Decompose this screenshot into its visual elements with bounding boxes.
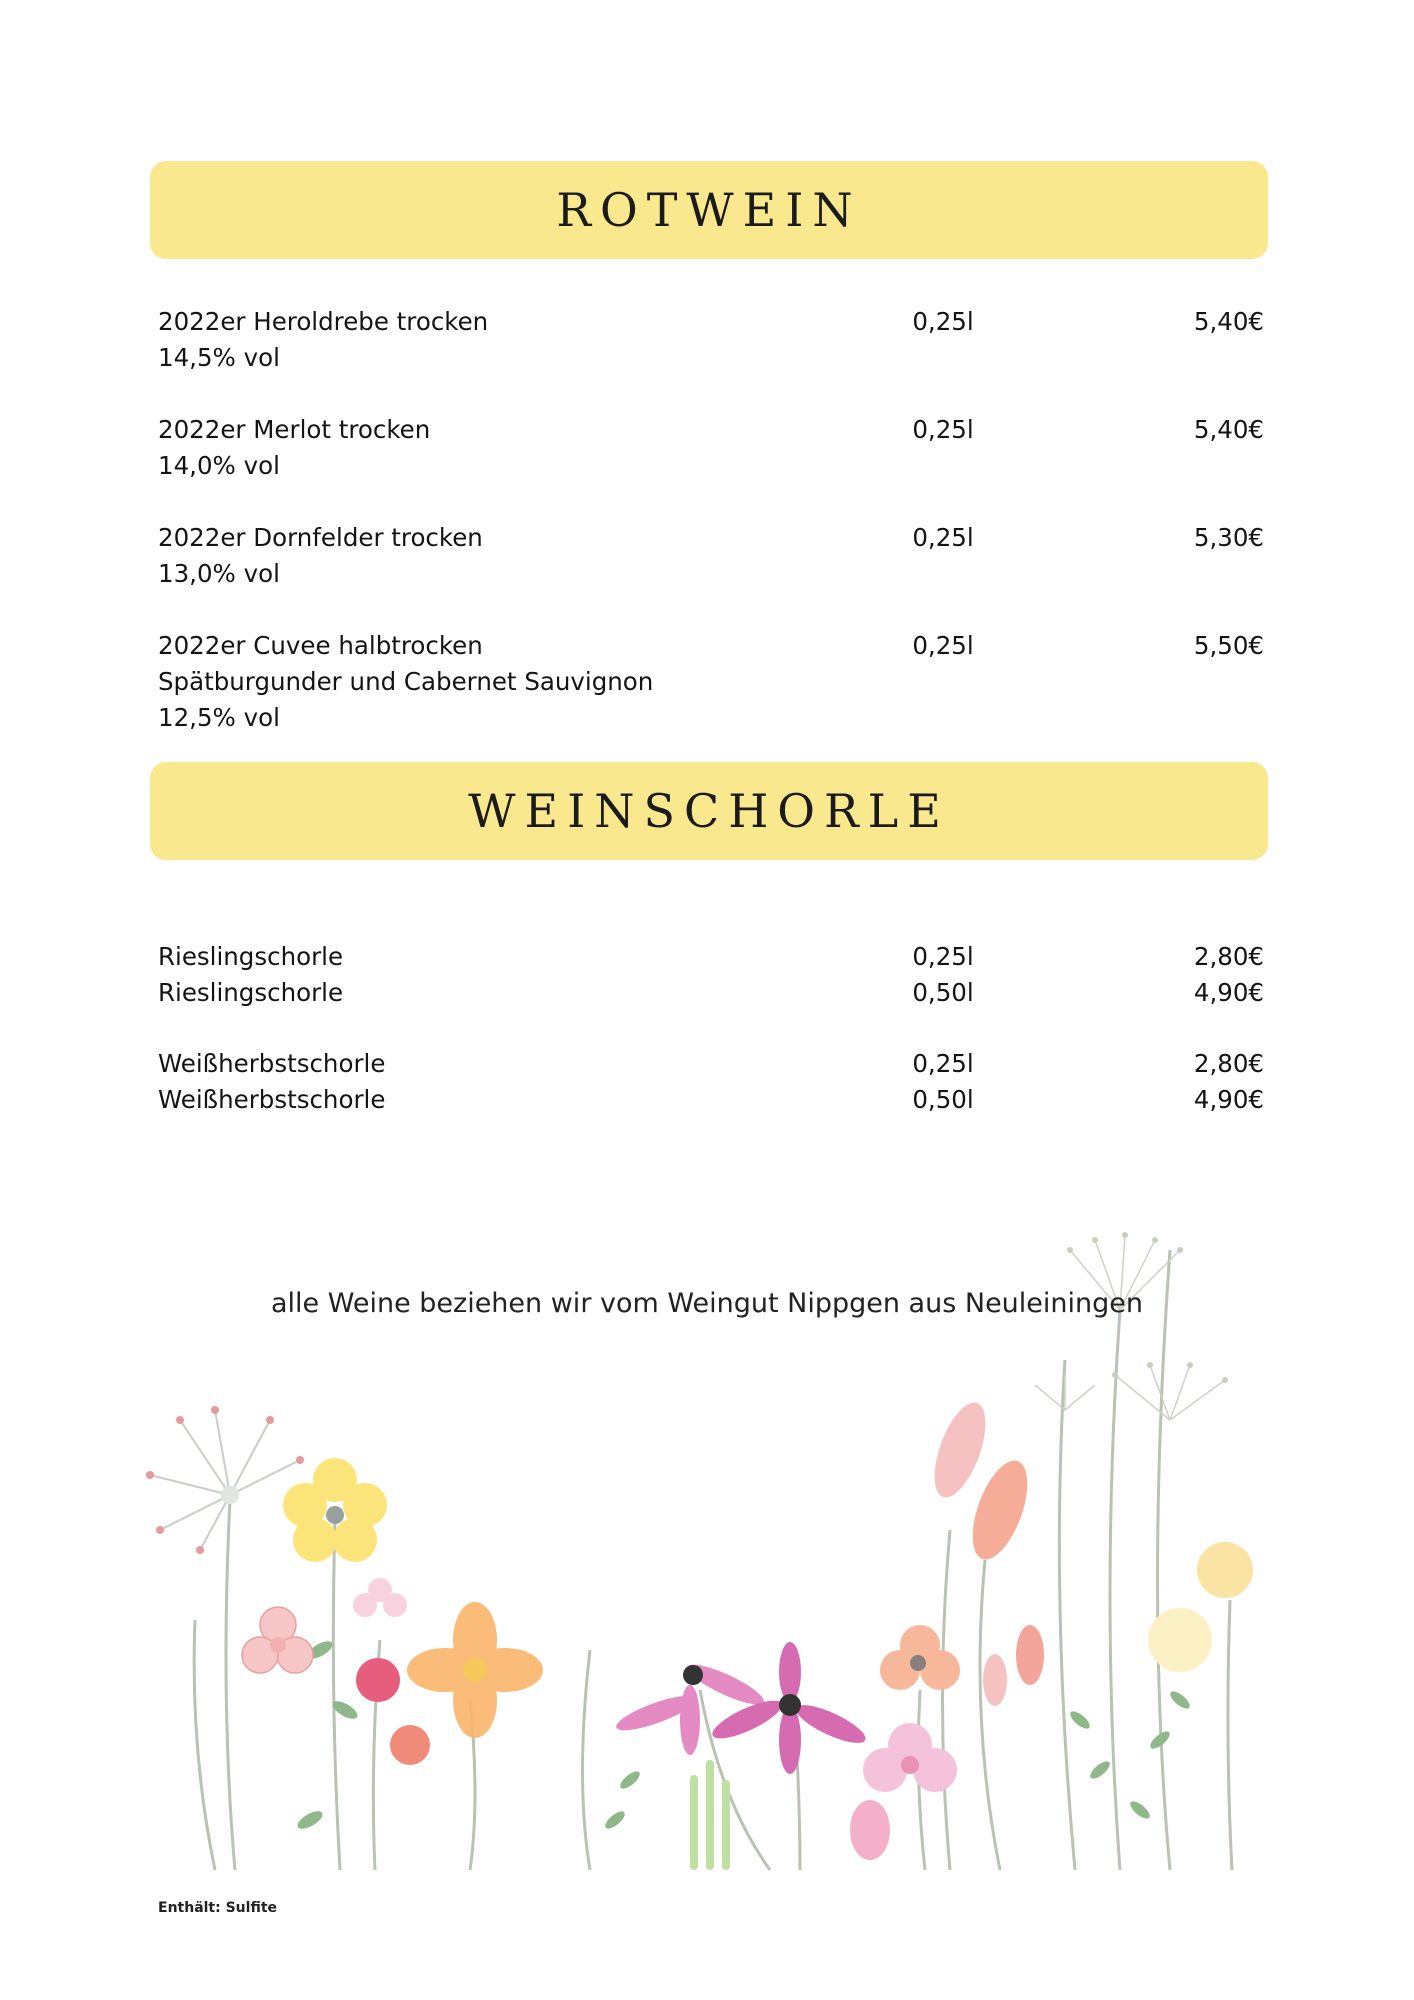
item-volume: 0,25l bbox=[912, 631, 974, 660]
item-detail: 14,0% vol bbox=[158, 451, 280, 480]
section-title: WEINSCHORLE bbox=[468, 784, 950, 838]
item-name: Rieslingschorle bbox=[158, 942, 344, 971]
section-title: ROTWEIN bbox=[556, 183, 862, 237]
item-name: 2022er Cuvee halbtrocken bbox=[158, 631, 483, 660]
item-price: 5,40€ bbox=[1193, 307, 1264, 336]
item-volume: 0,25l bbox=[912, 1049, 974, 1078]
item-volume: 0,25l bbox=[912, 942, 974, 971]
item-volume: 0,25l bbox=[912, 523, 974, 552]
item-price: 5,50€ bbox=[1193, 631, 1264, 660]
winery-note: alle Weine beziehen wir vom Weingut Nippgen aus Neuleiningen bbox=[271, 1288, 1143, 1319]
item-name: Rieslingschorle bbox=[158, 978, 344, 1007]
item-price: 4,90€ bbox=[1193, 978, 1264, 1007]
item-name: Weißherbstschorle bbox=[158, 1049, 386, 1078]
item-price: 5,30€ bbox=[1193, 523, 1264, 552]
item-price: 5,40€ bbox=[1193, 415, 1264, 444]
allergen-footer: Enthält: Sulfite bbox=[158, 1900, 278, 1916]
item-volume: 0,50l bbox=[912, 978, 974, 1007]
item-detail: 13,0% vol bbox=[158, 559, 280, 588]
item-detail: 12,5% vol bbox=[158, 703, 280, 732]
item-volume: 0,25l bbox=[912, 307, 974, 336]
item-name: Weißherbstschorle bbox=[158, 1085, 386, 1114]
item-volume: 0,50l bbox=[912, 1085, 974, 1114]
item-detail: Spätburgunder und Cabernet Sauvignon bbox=[158, 667, 654, 696]
item-name: 2022er Dornfelder trocken bbox=[158, 523, 483, 552]
item-detail: 14,5% vol bbox=[158, 343, 280, 372]
item-price: 2,80€ bbox=[1193, 1049, 1264, 1078]
item-price: 2,80€ bbox=[1193, 942, 1264, 971]
item-price: 4,90€ bbox=[1193, 1085, 1264, 1114]
item-volume: 0,25l bbox=[912, 415, 974, 444]
item-name: 2022er Merlot trocken bbox=[158, 415, 431, 444]
item-name: 2022er Heroldrebe trocken bbox=[158, 307, 489, 336]
